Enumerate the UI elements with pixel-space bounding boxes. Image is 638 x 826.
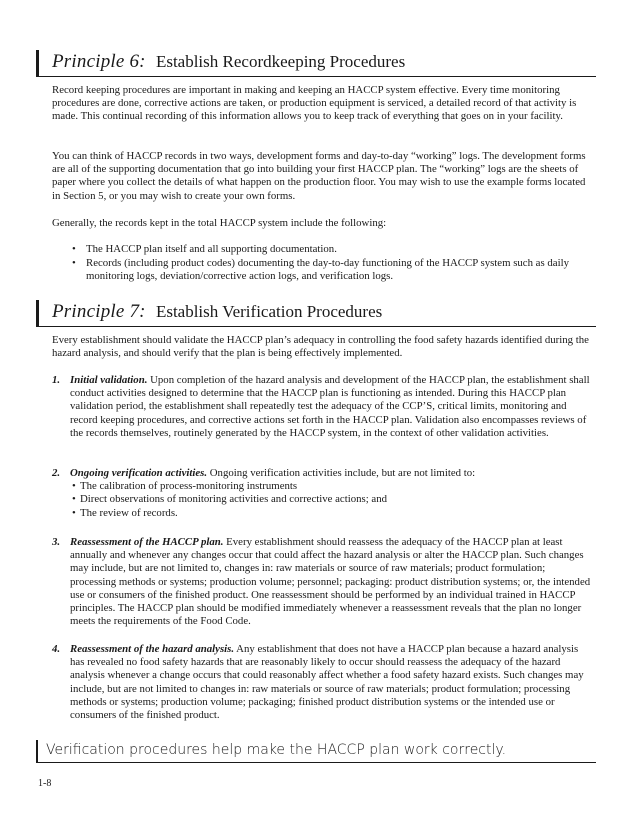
heading-bar	[36, 50, 39, 76]
bullet-icon: •	[72, 480, 76, 493]
records-list	[70, 243, 590, 285]
item-text: Upon completion of the hazard analysis and development of the HACCP plan, the establishment shall conduct activities designed to determine that the HACCP plan is functioning as intended. During this HACCP plan validation period, the establishment shall repeatedly test the adequacy of the CCP’S, critical limits, monitoring and record keeping procedures, and corrective actions set forth in the HACCP plan. Validation also encompasses reviews of the records themselves, routinely generated by the HACCP system, in the context of other validation activities.	[70, 374, 590, 439]
numbered-item-2	[52, 467, 592, 520]
principle-7-label: Principle 7:	[52, 301, 146, 322]
principle-6-title	[52, 51, 405, 73]
bullet-icon: •	[72, 506, 76, 519]
principle-6-label: Principle 6:	[52, 51, 146, 72]
bullet-icon: •	[72, 493, 76, 506]
list-item: • Direct observations of monitoring activities and corrective actions; and	[72, 493, 388, 506]
numbered-item-1	[52, 374, 592, 440]
footer-tagline	[36, 740, 596, 764]
principle-6-para-1: Record keeping procedures are important in making and keeping an HACCP system effective. Every time monitoring procedures are done, corrective actions are taken, or production equipment is serviced, a detailed record of that activity is made. This continual recording of this information allows you to keep track of everything that goes on in your facility.	[52, 84, 577, 123]
item-lead: Reassessment of the HACCP plan.	[70, 536, 224, 548]
item-number: 4.	[52, 643, 61, 655]
principle-6-heading	[36, 48, 596, 78]
list-item: • The review of records.	[72, 506, 178, 519]
principle-6-para-3: Generally, the records kept in the total HACCP system include the following:	[52, 217, 387, 229]
footer-bar	[36, 740, 38, 762]
principle-6-para-2: You can think of HACCP records in two ways, development forms and day-to-day “working” logs. The development forms are all of the supporting documentation that go into building your first HACCP plan. The “working” logs are the sheets of paper where you collect the details of what happen on the production floor. You may wish to use the example forms located in Section 5, or you may wish to create your own forms.	[52, 150, 586, 202]
item-number: 2.	[52, 467, 61, 479]
principle-7-heading-text: Establish Verification Procedures	[155, 302, 383, 321]
heading-rule	[36, 326, 596, 327]
page-number: 1-8	[38, 778, 52, 789]
heading-bar	[36, 300, 39, 326]
item-text: Ongoing verification activities include, but are not limited to:	[207, 467, 476, 479]
item-text: Any establishment that does not have a HACCP plan because a hazard analysis has revealed no food safety hazards that are reasonably likely to occur should reassess the adequacy of the hazard analysis whenever a change occurs that could reasonably affect whether a food safety hazard exists. Such changes may include, but are not limited to changes in: raw materials or source of raw materials; product formulation; processing methods or systems; production volume; packaging; finished product distribution systems or the intended use or consumers of the finished product.	[70, 643, 584, 722]
heading-rule	[36, 76, 596, 77]
footer-text: Verification procedures help make the HACCP plan work correctly.	[46, 742, 507, 758]
verification-activities-list	[70, 480, 592, 520]
footer-rule	[36, 762, 596, 763]
item-number: 1.	[52, 374, 61, 386]
item-lead: Initial validation.	[70, 374, 148, 386]
numbered-item-3	[52, 536, 592, 628]
principle-7-title	[52, 301, 382, 323]
item-text: Every establishment should reassess the adequacy of the HACCP plan at least annually and whenever any changes occur that could affect the hazard analysis or alter the HACCP plan. Such changes may include, but are not limited to, changes in: raw materials or source of raw materials; product formulation; processing methods or systems; production volume; personnel; packaging: product distribution systems; or, the intended use or consumers of the finished product. One reassessment should be performed by an individual trained in HACCP principles. The HACCP plan should be modified immediately whenever a reassessment reveals that the plan no longer meets the requirements of the Food Code.	[70, 536, 591, 628]
principle-6-heading-text: Establish Recordkeeping Procedures	[155, 52, 406, 71]
item-number: 3.	[52, 536, 61, 548]
numbered-item-4	[52, 643, 592, 722]
list-item: • The HACCP plan itself and all supporting documentation.	[72, 243, 337, 255]
bullet-icon: •	[72, 243, 76, 255]
item-lead: Ongoing verification activities.	[70, 467, 208, 479]
list-item: • Records (including product codes) documenting the day-to-day functioning of the HACCP system such as daily monitoring logs, deviation/corrective action logs, and verification logs.	[72, 257, 569, 283]
bullet-icon: •	[72, 257, 76, 270]
list-item: • The calibration of process-monitoring instruments	[72, 480, 298, 493]
principle-7-intro: Every establishment should validate the HACCP plan’s adequacy in controlling the food safety hazards identified during the hazard analysis, and should verify that the plan is being effectively implemented.	[52, 334, 589, 360]
principle-7-heading	[36, 298, 596, 328]
item-lead: Reassessment of the hazard analysis.	[70, 643, 235, 655]
